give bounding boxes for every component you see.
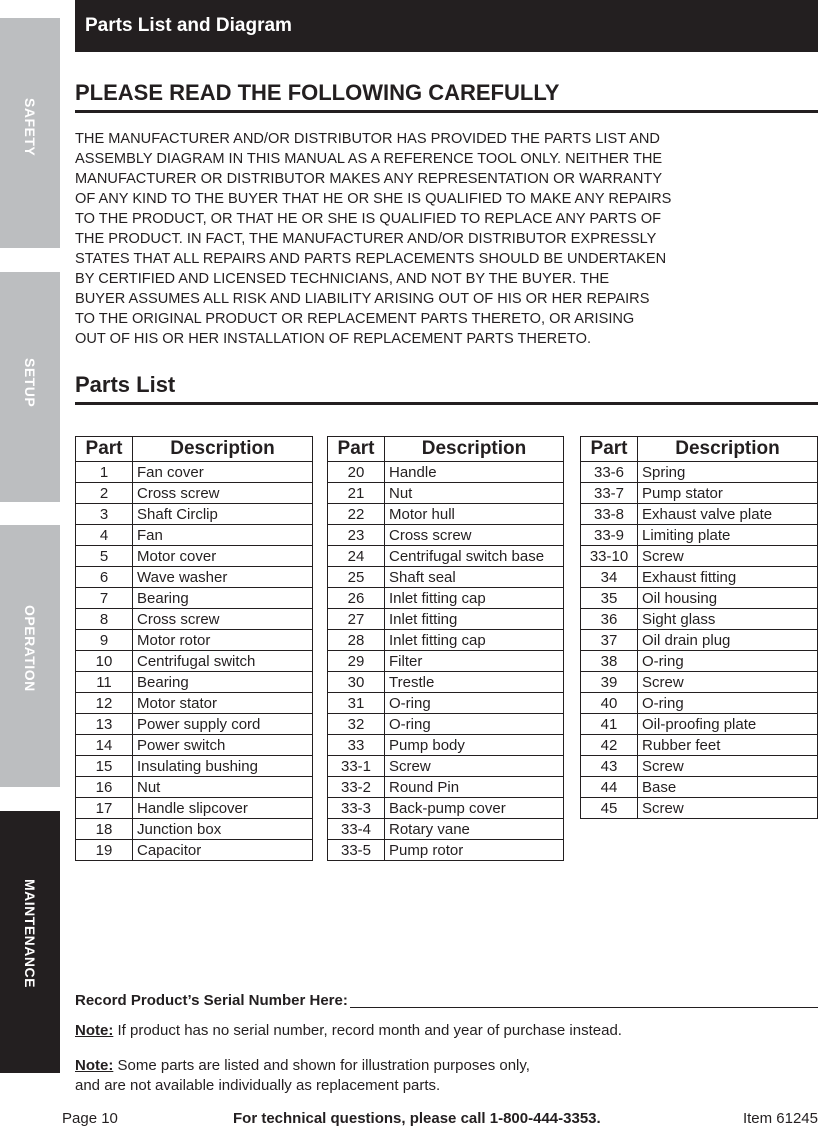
table-row xyxy=(328,588,564,609)
part-description-cell: Oil-proofing plate xyxy=(638,714,818,735)
side-tab-setup-label: SETUP xyxy=(22,358,38,408)
part-number-cell: 33-10 xyxy=(581,546,638,567)
part-description-cell: Fan xyxy=(133,525,313,546)
col-header-part: Part xyxy=(328,437,385,462)
table-row xyxy=(581,609,818,630)
part-number-cell: 44 xyxy=(581,777,638,798)
part-description-cell: Fan cover xyxy=(133,462,313,483)
table-row xyxy=(581,567,818,588)
page-header-title: Parts List and Diagram xyxy=(85,15,292,36)
part-description-cell: O-ring xyxy=(385,693,564,714)
part-description-cell: Rotary vane xyxy=(385,819,564,840)
note-serial xyxy=(75,1021,622,1041)
part-description-cell: Exhaust fitting xyxy=(638,567,818,588)
table-row xyxy=(328,798,564,819)
table-row xyxy=(328,819,564,840)
part-number-cell: 33-2 xyxy=(328,777,385,798)
table-row xyxy=(76,735,313,756)
side-tab-maintenance-label: MAINTENANCE xyxy=(22,879,38,988)
part-number-cell: 23 xyxy=(328,525,385,546)
notice-title: PLEASE READ THE FOLLOWING CAREFULLY xyxy=(75,80,818,113)
table-row xyxy=(76,546,313,567)
part-number-cell: 39 xyxy=(581,672,638,693)
part-description-cell: Screw xyxy=(385,756,564,777)
footer-page-number: Page 10 xyxy=(62,1110,118,1127)
part-number-cell: 34 xyxy=(581,567,638,588)
part-number-cell: 29 xyxy=(328,651,385,672)
table-row xyxy=(581,462,818,483)
part-number-cell: 24 xyxy=(328,546,385,567)
table-row xyxy=(328,693,564,714)
serial-number-label: Record Product’s Serial Number Here: xyxy=(75,992,348,1009)
part-description-cell: Capacitor xyxy=(133,840,313,861)
table-row xyxy=(76,714,313,735)
col-header-description: Description xyxy=(133,437,313,462)
part-number-cell: 14 xyxy=(76,735,133,756)
parts-table-1 xyxy=(75,436,313,861)
part-number-cell: 15 xyxy=(76,756,133,777)
parts-table-2 xyxy=(327,436,564,861)
table-row xyxy=(328,504,564,525)
part-number-cell: 5 xyxy=(76,546,133,567)
table-row xyxy=(76,777,313,798)
table-row xyxy=(581,693,818,714)
part-number-cell: 7 xyxy=(76,588,133,609)
part-description-cell: Bearing xyxy=(133,672,313,693)
part-number-cell: 17 xyxy=(76,798,133,819)
part-number-cell: 10 xyxy=(76,651,133,672)
part-number-cell: 36 xyxy=(581,609,638,630)
part-number-cell: 16 xyxy=(76,777,133,798)
part-description-cell: Handle xyxy=(385,462,564,483)
part-description-cell: Screw xyxy=(638,672,818,693)
note-text: Some parts are listed and shown for illustration purposes only, xyxy=(113,1057,530,1074)
part-number-cell: 33-9 xyxy=(581,525,638,546)
table-row xyxy=(328,483,564,504)
notice-line: BUYER ASSUMES ALL RISK AND LIABILITY ARISING OUT OF HIS OR HER REPAIRS xyxy=(75,291,650,307)
part-number-cell: 33-3 xyxy=(328,798,385,819)
footer-tech-support: For technical questions, please call 1-800-444-3353. xyxy=(233,1110,601,1127)
table-row xyxy=(581,777,818,798)
side-tab-maintenance[interactable] xyxy=(0,811,60,1073)
notice-line: STATES THAT ALL REPAIRS AND PARTS REPLACEMENTS SHOULD BE UNDERTAKEN xyxy=(75,251,667,267)
part-number-cell: 3 xyxy=(76,504,133,525)
serial-number-blank xyxy=(350,992,818,1008)
part-description-cell: Limiting plate xyxy=(638,525,818,546)
part-description-cell: Centrifugal switch base xyxy=(385,546,564,567)
part-number-cell: 33 xyxy=(328,735,385,756)
table-row xyxy=(76,693,313,714)
part-description-cell: Oil drain plug xyxy=(638,630,818,651)
notice-line: THE PRODUCT. IN FACT, THE MANUFACTURER AND/OR DISTRIBUTOR EXPRESSLY xyxy=(75,231,657,247)
table-row xyxy=(328,840,564,861)
part-description-cell: Screw xyxy=(638,798,818,819)
part-number-cell: 37 xyxy=(581,630,638,651)
table-row xyxy=(328,651,564,672)
table-row xyxy=(581,672,818,693)
part-number-cell: 6 xyxy=(76,567,133,588)
part-description-cell: Pump stator xyxy=(638,483,818,504)
part-number-cell: 33-8 xyxy=(581,504,638,525)
table-row xyxy=(328,735,564,756)
part-number-cell: 26 xyxy=(328,588,385,609)
part-number-cell: 33-5 xyxy=(328,840,385,861)
table-row xyxy=(328,567,564,588)
part-number-cell: 4 xyxy=(76,525,133,546)
part-description-cell: Base xyxy=(638,777,818,798)
part-number-cell: 28 xyxy=(328,630,385,651)
part-description-cell: Filter xyxy=(385,651,564,672)
table-row xyxy=(328,672,564,693)
part-description-cell: Pump body xyxy=(385,735,564,756)
part-number-cell: 35 xyxy=(581,588,638,609)
part-description-cell: Insulating bushing xyxy=(133,756,313,777)
table-row xyxy=(581,525,818,546)
part-number-cell: 19 xyxy=(76,840,133,861)
side-tab-operation[interactable] xyxy=(0,525,60,787)
table-row xyxy=(76,672,313,693)
part-number-cell: 42 xyxy=(581,735,638,756)
notice-line: MANUFACTURER OR DISTRIBUTOR MAKES ANY REPRESENTATION OR WARRANTY xyxy=(75,171,663,187)
col-header-description: Description xyxy=(385,437,564,462)
notice-line: THE MANUFACTURER AND/OR DISTRIBUTOR HAS PROVIDED THE PARTS LIST AND xyxy=(75,131,660,147)
page-header xyxy=(75,0,818,52)
table-row xyxy=(581,483,818,504)
part-number-cell: 33-1 xyxy=(328,756,385,777)
table-row xyxy=(76,525,313,546)
part-description-cell: Wave washer xyxy=(133,567,313,588)
part-number-cell: 38 xyxy=(581,651,638,672)
part-number-cell: 9 xyxy=(76,630,133,651)
col-header-part: Part xyxy=(76,437,133,462)
col-header-description: Description xyxy=(638,437,818,462)
notice-line: OF ANY KIND TO THE BUYER THAT HE OR SHE IS QUALIFIED TO MAKE ANY REPAIRS xyxy=(75,191,672,207)
table-row xyxy=(328,525,564,546)
notice-text xyxy=(75,129,775,349)
part-description-cell: Nut xyxy=(133,777,313,798)
table-row xyxy=(328,546,564,567)
part-description-cell: Inlet fitting cap xyxy=(385,630,564,651)
part-description-cell: Shaft Circlip xyxy=(133,504,313,525)
part-description-cell: Rubber feet xyxy=(638,735,818,756)
notice-line: TO THE PRODUCT, OR THAT HE OR SHE IS QUALIFIED TO REPLACE ANY PARTS OF xyxy=(75,211,662,227)
side-tab-safety[interactable] xyxy=(0,18,60,248)
table-row xyxy=(76,567,313,588)
part-description-cell: Nut xyxy=(385,483,564,504)
part-description-cell: Power switch xyxy=(133,735,313,756)
note-label: Note: xyxy=(75,1057,114,1074)
part-number-cell: 33-7 xyxy=(581,483,638,504)
side-tab-setup[interactable] xyxy=(0,272,60,502)
part-description-cell: O-ring xyxy=(638,693,818,714)
table-row xyxy=(581,714,818,735)
part-description-cell: Screw xyxy=(638,756,818,777)
parts-list-title: Parts List xyxy=(75,372,818,405)
parts-table-3 xyxy=(580,436,818,819)
part-description-cell: O-ring xyxy=(638,651,818,672)
table-row xyxy=(76,609,313,630)
part-description-cell: Back-pump cover xyxy=(385,798,564,819)
part-description-cell: Round Pin xyxy=(385,777,564,798)
part-number-cell: 22 xyxy=(328,504,385,525)
part-description-cell: Cross screw xyxy=(385,525,564,546)
table-row xyxy=(76,756,313,777)
table-row xyxy=(328,714,564,735)
table-row xyxy=(76,504,313,525)
part-description-cell: Motor cover xyxy=(133,546,313,567)
serial-number-line xyxy=(75,992,818,1009)
notice-line: BY CERTIFIED AND LICENSED TECHNICIANS, AND NOT BY THE BUYER. THE xyxy=(75,271,610,287)
table-row xyxy=(581,735,818,756)
table-row xyxy=(76,798,313,819)
col-header-part: Part xyxy=(581,437,638,462)
notice-line: ASSEMBLY DIAGRAM IN THIS MANUAL AS A REFERENCE TOOL ONLY. NEITHER THE xyxy=(75,151,663,167)
part-description-cell: Screw xyxy=(638,546,818,567)
part-description-cell: Pump rotor xyxy=(385,840,564,861)
part-description-cell: Motor stator xyxy=(133,693,313,714)
note-text: If product has no serial number, record month and year of purchase instead. xyxy=(113,1022,622,1039)
table-row xyxy=(328,630,564,651)
part-number-cell: 43 xyxy=(581,756,638,777)
table-row xyxy=(581,756,818,777)
part-description-cell: Spring xyxy=(638,462,818,483)
table-row xyxy=(328,609,564,630)
part-description-cell: Motor rotor xyxy=(133,630,313,651)
note-text: and are not available individually as replacement parts. xyxy=(75,1077,441,1094)
part-number-cell: 11 xyxy=(76,672,133,693)
table-row xyxy=(76,651,313,672)
table-row xyxy=(581,798,818,819)
part-description-cell: Handle slipcover xyxy=(133,798,313,819)
table-row xyxy=(76,588,313,609)
table-row xyxy=(581,588,818,609)
part-number-cell: 20 xyxy=(328,462,385,483)
table-row xyxy=(76,630,313,651)
part-description-cell: Centrifugal switch xyxy=(133,651,313,672)
part-description-cell: Shaft seal xyxy=(385,567,564,588)
part-description-cell: Cross screw xyxy=(133,483,313,504)
part-description-cell: O-ring xyxy=(385,714,564,735)
part-description-cell: Sight glass xyxy=(638,609,818,630)
part-number-cell: 30 xyxy=(328,672,385,693)
part-number-cell: 31 xyxy=(328,693,385,714)
part-number-cell: 32 xyxy=(328,714,385,735)
notice-line: OUT OF HIS OR HER INSTALLATION OF REPLACEMENT PARTS THERETO. xyxy=(75,331,592,347)
table-row xyxy=(328,462,564,483)
part-description-cell: Cross screw xyxy=(133,609,313,630)
notice-line: TO THE ORIGINAL PRODUCT OR REPLACEMENT PARTS THERETO, OR ARISING xyxy=(75,311,635,327)
part-number-cell: 33-4 xyxy=(328,819,385,840)
part-number-cell: 41 xyxy=(581,714,638,735)
table-row xyxy=(76,840,313,861)
table-row xyxy=(581,630,818,651)
part-number-cell: 1 xyxy=(76,462,133,483)
part-number-cell: 45 xyxy=(581,798,638,819)
footer-item-number: Item 61245 xyxy=(742,1110,818,1127)
table-row xyxy=(581,504,818,525)
part-description-cell: Inlet fitting xyxy=(385,609,564,630)
table-row xyxy=(328,777,564,798)
part-number-cell: 12 xyxy=(76,693,133,714)
table-row xyxy=(76,462,313,483)
part-number-cell: 2 xyxy=(76,483,133,504)
part-description-cell: Trestle xyxy=(385,672,564,693)
part-description-cell: Bearing xyxy=(133,588,313,609)
note-illustration xyxy=(75,1056,530,1096)
table-row xyxy=(76,483,313,504)
part-number-cell: 8 xyxy=(76,609,133,630)
part-number-cell: 33-6 xyxy=(581,462,638,483)
table-row xyxy=(76,819,313,840)
part-description-cell: Power supply cord xyxy=(133,714,313,735)
note-label: Note: xyxy=(75,1022,114,1039)
side-tab-safety-label: SAFETY xyxy=(22,98,38,157)
part-number-cell: 21 xyxy=(328,483,385,504)
part-number-cell: 25 xyxy=(328,567,385,588)
part-description-cell: Oil housing xyxy=(638,588,818,609)
part-number-cell: 27 xyxy=(328,609,385,630)
table-row xyxy=(328,756,564,777)
part-description-cell: Exhaust valve plate xyxy=(638,504,818,525)
table-row xyxy=(581,546,818,567)
table-row xyxy=(581,651,818,672)
part-number-cell: 13 xyxy=(76,714,133,735)
side-tab-operation-label: OPERATION xyxy=(22,605,38,692)
part-number-cell: 40 xyxy=(581,693,638,714)
part-number-cell: 18 xyxy=(76,819,133,840)
part-description-cell: Motor hull xyxy=(385,504,564,525)
part-description-cell: Junction box xyxy=(133,819,313,840)
part-description-cell: Inlet fitting cap xyxy=(385,588,564,609)
